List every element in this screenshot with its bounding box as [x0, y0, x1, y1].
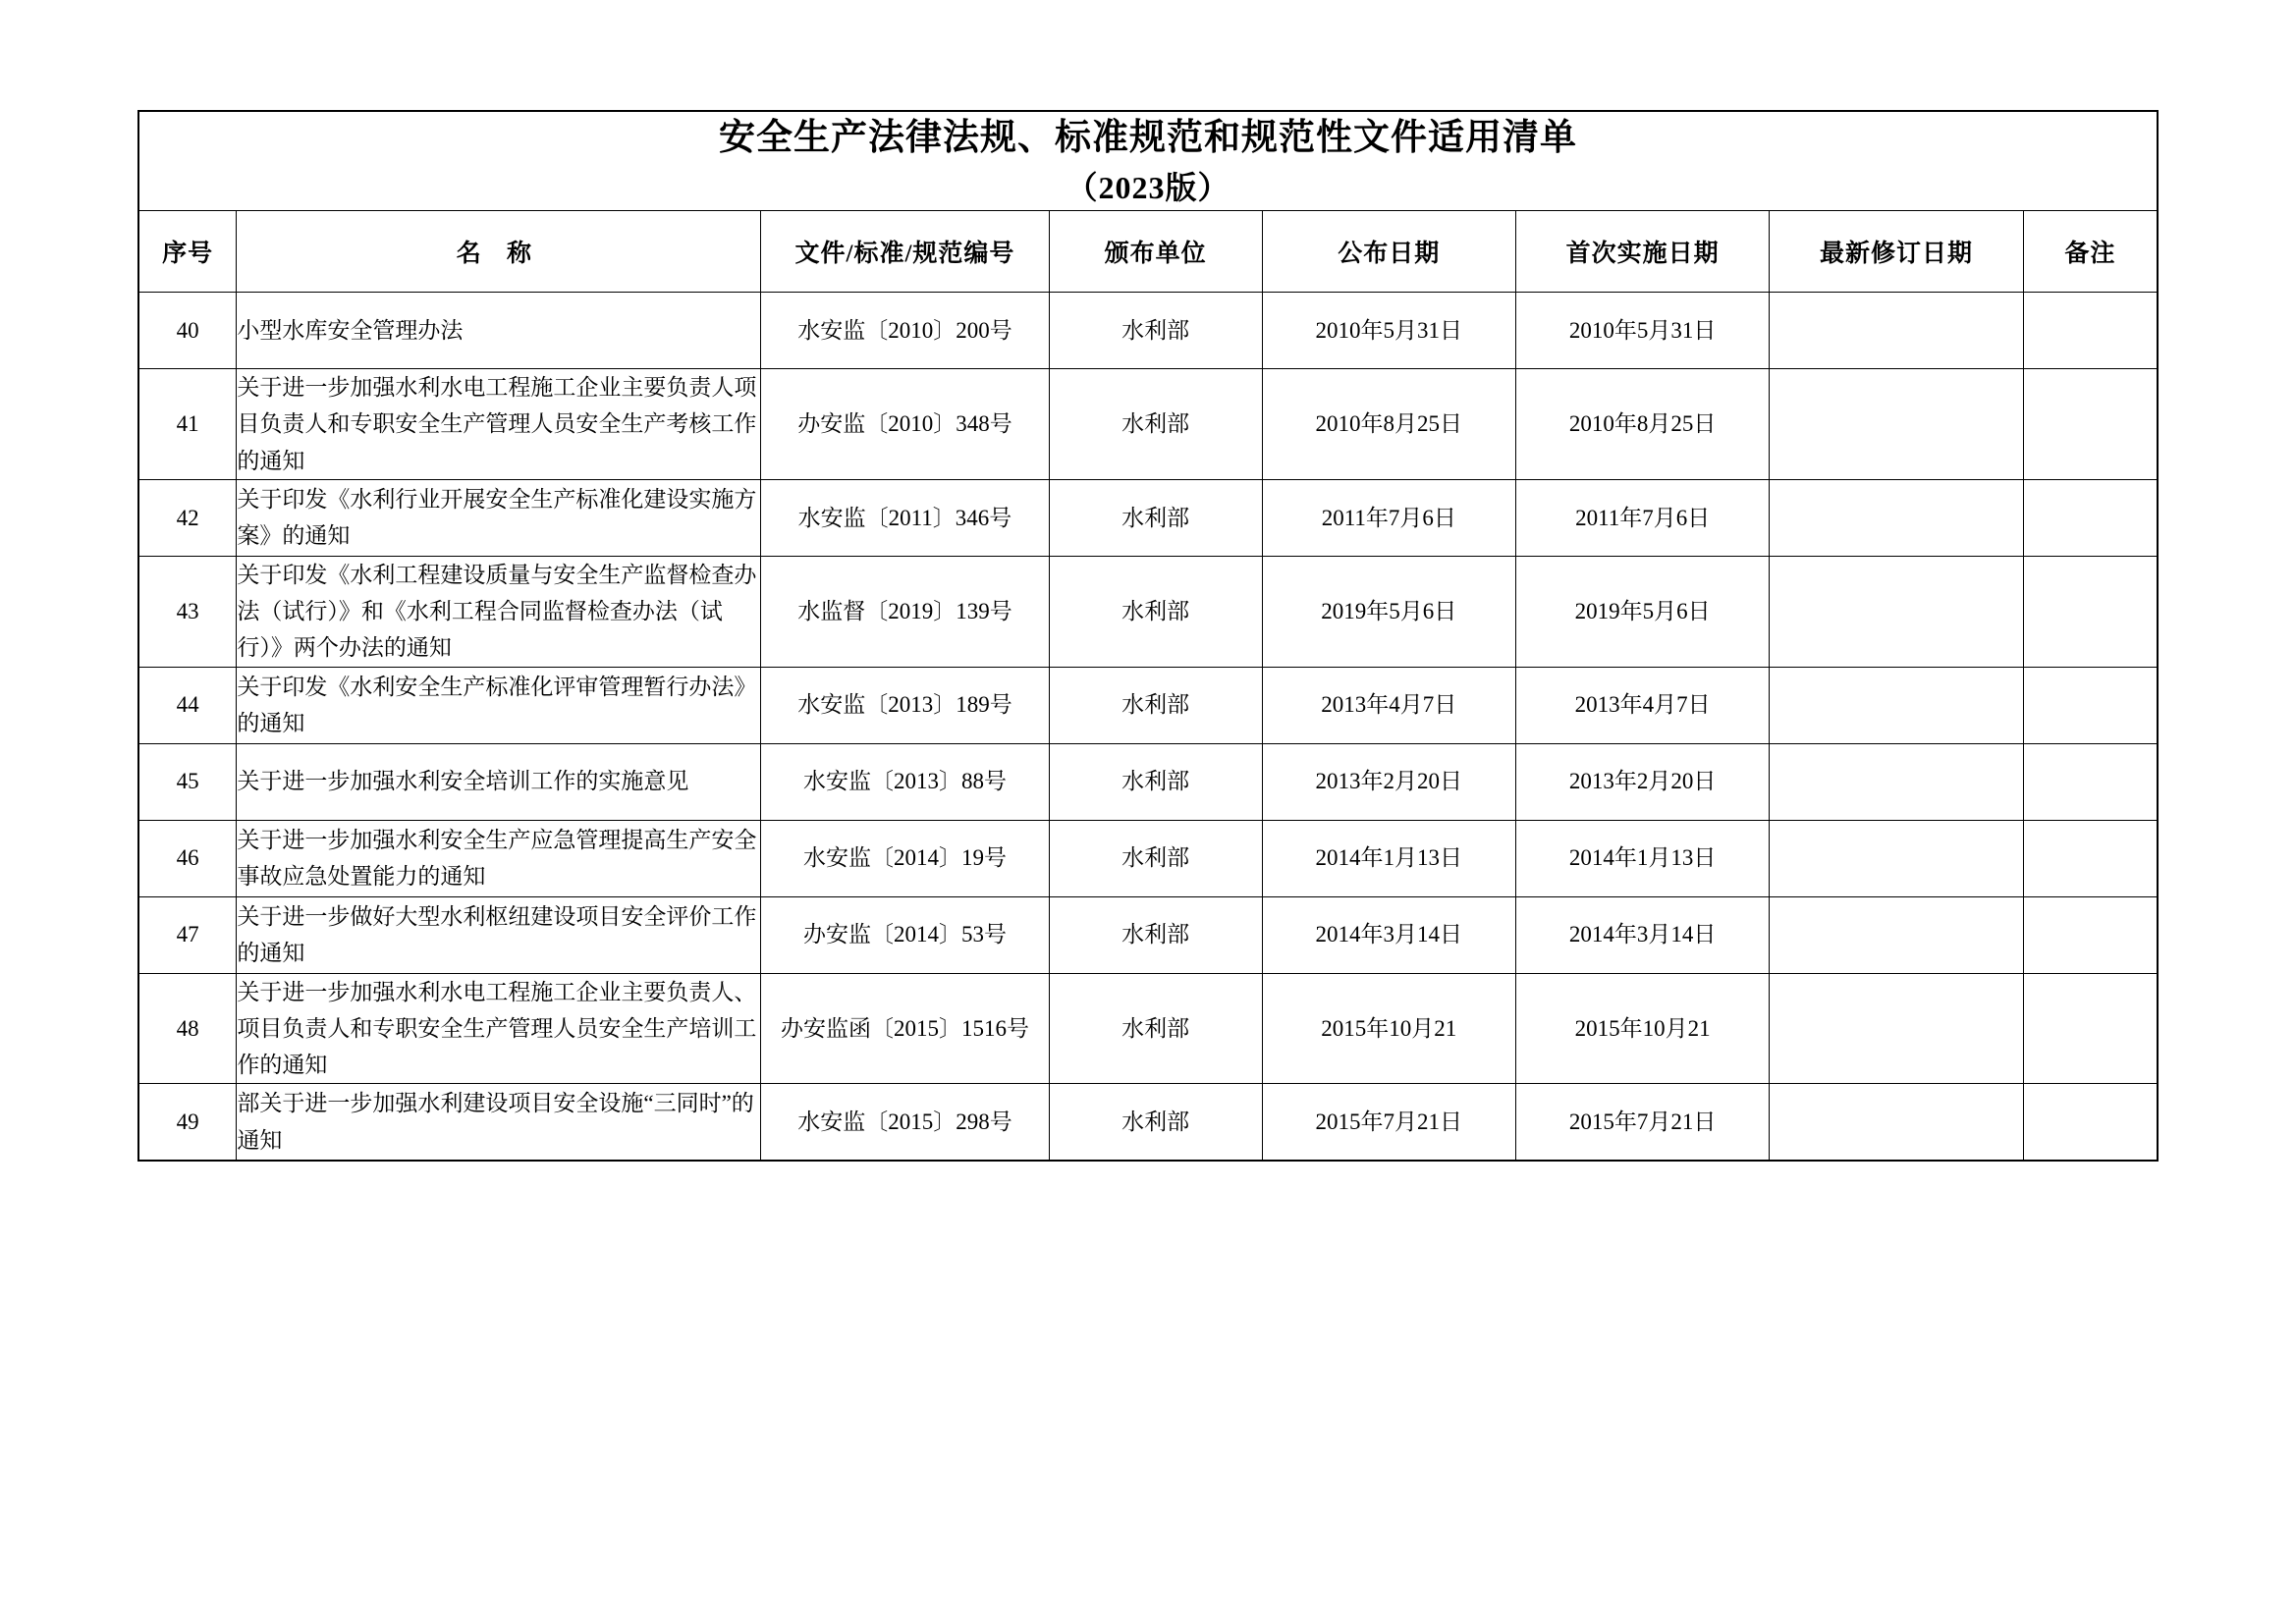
column-header-name: 名 称 [237, 211, 761, 293]
page-subtitle: （2023版） [1066, 169, 1230, 205]
cell-org: 水利部 [1049, 667, 1262, 743]
cell-seq: 47 [138, 896, 237, 973]
column-header-seq: 序号 [138, 211, 237, 293]
cell-name: 关于进一步做好大型水利枢纽建设项目安全评价工作的通知 [237, 896, 761, 973]
title-row [138, 111, 2158, 211]
cell-note [2023, 1084, 2158, 1161]
table-body [138, 293, 2158, 1161]
cell-publish-date: 2015年7月21日 [1262, 1084, 1515, 1161]
cell-seq: 41 [138, 369, 237, 480]
cell-first-date: 2015年7月21日 [1515, 1084, 1769, 1161]
cell-publish-date: 2010年5月31日 [1262, 293, 1515, 369]
table-row [138, 973, 2158, 1084]
cell-publish-date: 2014年3月14日 [1262, 896, 1515, 973]
cell-publish-date: 2010年8月25日 [1262, 369, 1515, 480]
cell-revise-date [1770, 479, 2023, 556]
cell-name: 关于印发《水利安全生产标准化评审管理暂行办法》的通知 [237, 667, 761, 743]
cell-name: 关于印发《水利工程建设质量与安全生产监督检查办法（试行）》和《水利工程合同监督检查办法（试行）》两个办法的通知 [237, 556, 761, 667]
column-header-first-date: 首次实施日期 [1515, 211, 1769, 293]
cell-code: 办安监〔2010〕348号 [761, 369, 1049, 480]
cell-publish-date: 2015年10月21 [1262, 973, 1515, 1084]
cell-note [2023, 556, 2158, 667]
cell-code: 水安监〔2015〕298号 [761, 1084, 1049, 1161]
table-row [138, 743, 2158, 820]
cell-note [2023, 973, 2158, 1084]
cell-code: 水安监〔2014〕19号 [761, 820, 1049, 896]
cell-note [2023, 369, 2158, 480]
cell-publish-date: 2011年7月6日 [1262, 479, 1515, 556]
cell-code: 办安监函〔2015〕1516号 [761, 973, 1049, 1084]
column-header-publish-date: 公布日期 [1262, 211, 1515, 293]
document-title-cell [138, 111, 2158, 211]
cell-seq: 46 [138, 820, 237, 896]
cell-note [2023, 896, 2158, 973]
cell-name: 部关于进一步加强水利建设项目安全设施“三同时”的通知 [237, 1084, 761, 1161]
cell-first-date: 2010年8月25日 [1515, 369, 1769, 480]
cell-code: 水安监〔2013〕189号 [761, 667, 1049, 743]
cell-revise-date [1770, 973, 2023, 1084]
cell-first-date: 2011年7月6日 [1515, 479, 1769, 556]
cell-first-date: 2013年4月7日 [1515, 667, 1769, 743]
table-row [138, 820, 2158, 896]
cell-org: 水利部 [1049, 896, 1262, 973]
table-header-row [138, 211, 2158, 293]
cell-note [2023, 820, 2158, 896]
cell-code: 水安监〔2010〕200号 [761, 293, 1049, 369]
cell-first-date: 2013年2月20日 [1515, 743, 1769, 820]
cell-org: 水利部 [1049, 369, 1262, 480]
cell-code: 水安监〔2013〕88号 [761, 743, 1049, 820]
cell-org: 水利部 [1049, 973, 1262, 1084]
applicable-list-table [137, 110, 2159, 1162]
cell-revise-date [1770, 667, 2023, 743]
cell-org: 水利部 [1049, 743, 1262, 820]
cell-first-date: 2010年5月31日 [1515, 293, 1769, 369]
cell-note [2023, 293, 2158, 369]
table-row [138, 1084, 2158, 1161]
table-row [138, 556, 2158, 667]
cell-publish-date: 2013年4月7日 [1262, 667, 1515, 743]
cell-seq: 48 [138, 973, 237, 1084]
cell-first-date: 2014年1月13日 [1515, 820, 1769, 896]
cell-org: 水利部 [1049, 293, 1262, 369]
cell-seq: 49 [138, 1084, 237, 1161]
cell-seq: 42 [138, 479, 237, 556]
cell-name: 关于进一步加强水利水电工程施工企业主要负责人、项目负责人和专职安全生产管理人员安全生产培训工作的通知 [237, 973, 761, 1084]
cell-first-date: 2015年10月21 [1515, 973, 1769, 1084]
cell-revise-date [1770, 1084, 2023, 1161]
cell-code: 水监督〔2019〕139号 [761, 556, 1049, 667]
cell-seq: 44 [138, 667, 237, 743]
cell-org: 水利部 [1049, 1084, 1262, 1161]
table-row [138, 479, 2158, 556]
cell-first-date: 2019年5月6日 [1515, 556, 1769, 667]
cell-revise-date [1770, 556, 2023, 667]
page-title: 安全生产法律法规、标准规范和规范性文件适用清单 [719, 118, 1577, 158]
cell-seq: 40 [138, 293, 237, 369]
cell-org: 水利部 [1049, 820, 1262, 896]
cell-revise-date [1770, 820, 2023, 896]
cell-publish-date: 2019年5月6日 [1262, 556, 1515, 667]
column-header-code: 文件/标准/规范编号 [761, 211, 1049, 293]
cell-name: 关于进一步加强水利安全生产应急管理提高生产安全事故应急处置能力的通知 [237, 820, 761, 896]
table-row [138, 293, 2158, 369]
cell-revise-date [1770, 896, 2023, 973]
column-header-org: 颁布单位 [1049, 211, 1262, 293]
cell-revise-date [1770, 743, 2023, 820]
cell-name: 关于进一步加强水利水电工程施工企业主要负责人项目负责人和专职安全生产管理人员安全生产考核工作的通知 [237, 369, 761, 480]
cell-note [2023, 667, 2158, 743]
cell-seq: 43 [138, 556, 237, 667]
table-row [138, 896, 2158, 973]
cell-code: 办安监〔2014〕53号 [761, 896, 1049, 973]
cell-publish-date: 2013年2月20日 [1262, 743, 1515, 820]
cell-revise-date [1770, 369, 2023, 480]
cell-seq: 45 [138, 743, 237, 820]
table-row [138, 667, 2158, 743]
column-header-revise-date: 最新修订日期 [1770, 211, 2023, 293]
cell-publish-date: 2014年1月13日 [1262, 820, 1515, 896]
cell-note [2023, 743, 2158, 820]
column-header-note: 备注 [2023, 211, 2158, 293]
cell-name: 关于印发《水利行业开展安全生产标准化建设实施方案》的通知 [237, 479, 761, 556]
cell-code: 水安监〔2011〕346号 [761, 479, 1049, 556]
cell-org: 水利部 [1049, 556, 1262, 667]
cell-first-date: 2014年3月14日 [1515, 896, 1769, 973]
cell-name: 小型水库安全管理办法 [237, 293, 761, 369]
table-row [138, 369, 2158, 480]
cell-name: 关于进一步加强水利安全培训工作的实施意见 [237, 743, 761, 820]
cell-org: 水利部 [1049, 479, 1262, 556]
cell-note [2023, 479, 2158, 556]
cell-revise-date [1770, 293, 2023, 369]
